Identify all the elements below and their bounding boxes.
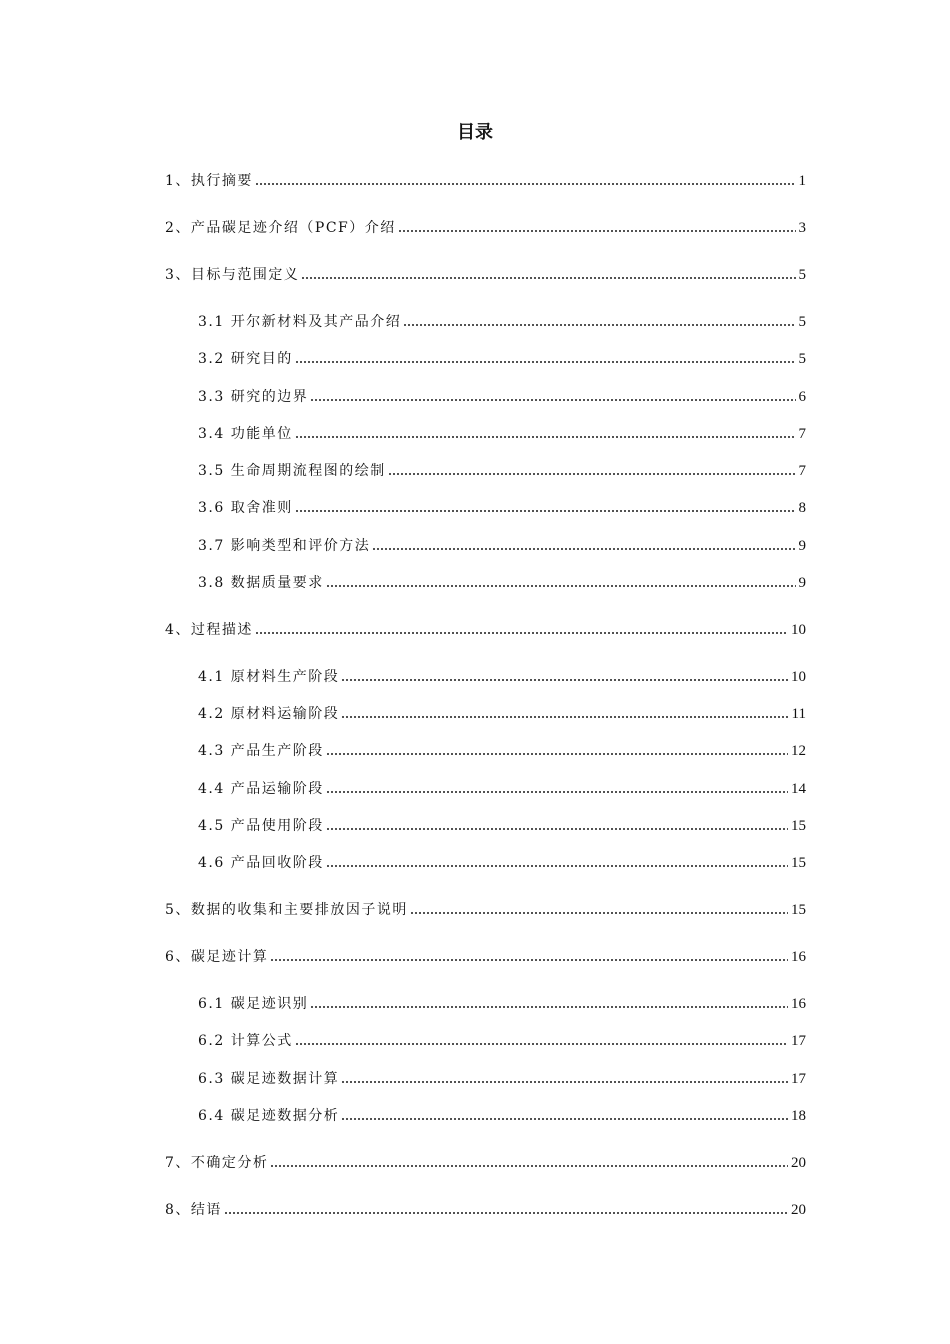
dot-leader <box>326 789 788 794</box>
toc-entry-page: 14 <box>791 781 806 797</box>
toc-entry[interactable] <box>198 703 806 725</box>
toc-entry-page: 9 <box>798 575 806 591</box>
toc-entry-label: 4.5 产品使用阶段 <box>198 818 324 834</box>
dot-leader <box>224 1210 788 1215</box>
toc-entry-page: 18 <box>791 1108 806 1124</box>
dot-leader <box>326 826 788 831</box>
toc-entry-label: 3.3 研究的边界 <box>198 389 309 405</box>
toc-entry[interactable] <box>198 666 806 688</box>
toc-entry-page: 7 <box>798 463 806 479</box>
toc-entry-label: 3.7 影响类型和评价方法 <box>198 538 371 554</box>
toc-entry-label: 4.1 原材料生产阶段 <box>198 669 340 685</box>
toc-entry-page: 12 <box>791 743 806 759</box>
toc-entry[interactable] <box>165 899 806 921</box>
page-title: 目录 <box>457 122 493 143</box>
dot-leader <box>310 1004 788 1009</box>
dot-leader <box>326 751 788 756</box>
toc-entry[interactable] <box>198 815 806 837</box>
toc-entry-page: 6 <box>798 389 806 405</box>
toc-entry[interactable] <box>165 1199 806 1221</box>
toc-entry-page: 16 <box>791 996 806 1012</box>
dot-leader <box>341 1079 788 1084</box>
toc-entry-label: 3.2 研究目的 <box>198 351 293 367</box>
toc-entry-label: 4.4 产品运输阶段 <box>198 781 324 797</box>
toc-entry-label: 3.1 开尔新材料及其产品介绍 <box>198 314 402 330</box>
dot-leader <box>341 1116 788 1121</box>
toc-entry-page: 20 <box>791 1202 806 1218</box>
toc-entry-label: 4.6 产品回收阶段 <box>198 855 324 871</box>
toc-entry[interactable] <box>198 778 806 800</box>
toc-entry-label: 3、目标与范围定义 <box>165 267 300 283</box>
toc-entry-page: 11 <box>791 706 806 722</box>
toc-entry[interactable] <box>198 1030 806 1052</box>
toc-entry[interactable] <box>165 170 806 192</box>
toc-entry-page: 10 <box>791 669 806 685</box>
toc-entry[interactable] <box>198 460 806 482</box>
toc-entry-label: 3.5 生命周期流程图的绘制 <box>198 463 386 479</box>
toc-entry-label: 8、结语 <box>165 1202 222 1218</box>
toc-entry[interactable] <box>198 348 806 370</box>
dot-leader <box>398 228 796 233</box>
toc-entry[interactable] <box>198 386 806 408</box>
dot-leader <box>295 359 796 364</box>
toc-entry[interactable] <box>165 946 806 968</box>
dot-leader <box>326 863 788 868</box>
dot-leader <box>410 910 788 915</box>
toc-entry[interactable] <box>198 1068 806 1090</box>
toc-entry[interactable] <box>198 535 806 557</box>
dot-leader <box>270 957 788 962</box>
toc-entry-page: 5 <box>798 351 806 367</box>
toc-entry-label: 4.3 产品生产阶段 <box>198 743 324 759</box>
toc-entry-page: 16 <box>791 949 806 965</box>
toc-entry[interactable] <box>165 619 806 641</box>
dot-leader <box>295 508 796 513</box>
toc-entry-label: 4.2 原材料运输阶段 <box>198 706 340 722</box>
toc-entry-label: 6.3 碳足迹数据计算 <box>198 1071 340 1087</box>
dot-leader <box>255 630 788 635</box>
toc-entry-page: 17 <box>791 1071 806 1087</box>
toc-entry-label: 3.4 功能单位 <box>198 426 293 442</box>
toc-entry-page: 15 <box>791 818 806 834</box>
toc-entry-label: 3.8 数据质量要求 <box>198 575 324 591</box>
dot-leader <box>295 1041 788 1046</box>
toc-entry-label: 2、产品碳足迹介绍（PCF）介绍 <box>165 220 396 236</box>
dot-leader <box>341 714 788 719</box>
dot-leader <box>341 677 788 682</box>
dot-leader <box>403 322 795 327</box>
toc-entry-label: 4、过程描述 <box>165 622 253 638</box>
toc-entry[interactable] <box>165 217 806 239</box>
toc-entry[interactable] <box>198 572 806 594</box>
toc-entry-label: 3.6 取舍准则 <box>198 500 293 516</box>
toc-entry[interactable] <box>165 1152 806 1174</box>
toc-entry-page: 15 <box>791 902 806 918</box>
toc-entry-page: 5 <box>798 314 806 330</box>
toc-entry-page: 8 <box>798 500 806 516</box>
dot-leader <box>326 583 796 588</box>
toc-entry-label: 6、碳足迹计算 <box>165 949 269 965</box>
toc-entry[interactable] <box>198 497 806 519</box>
dot-leader <box>270 1163 788 1168</box>
toc-entry[interactable] <box>198 993 806 1015</box>
toc-entry-page: 9 <box>798 538 806 554</box>
dot-leader <box>255 181 796 186</box>
toc-entry[interactable] <box>198 740 806 762</box>
toc-entry-label: 6.1 碳足迹识别 <box>198 996 309 1012</box>
toc-entry-page: 15 <box>791 855 806 871</box>
dot-leader <box>372 546 795 551</box>
dot-leader <box>295 434 796 439</box>
toc-entry[interactable] <box>198 1105 806 1127</box>
toc-entry[interactable] <box>165 264 806 286</box>
toc-entry-label: 6.4 碳足迹数据分析 <box>198 1108 340 1124</box>
dot-leader <box>310 397 795 402</box>
toc-entry[interactable] <box>198 423 806 445</box>
toc-entry-page: 20 <box>791 1155 806 1171</box>
toc-entry-page: 7 <box>798 426 806 442</box>
toc-entry-page: 3 <box>798 220 806 236</box>
toc-entry-page: 5 <box>798 267 806 283</box>
toc-entry[interactable] <box>198 311 806 333</box>
toc-entry-page: 1 <box>798 173 806 189</box>
toc-entry-label: 6.2 计算公式 <box>198 1033 293 1049</box>
toc-entry-page: 10 <box>791 622 806 638</box>
dot-leader <box>301 275 795 280</box>
toc-entry[interactable] <box>198 852 806 874</box>
toc-entry-label: 7、不确定分析 <box>165 1155 269 1171</box>
dot-leader <box>388 471 796 476</box>
toc-entry-label: 5、数据的收集和主要排放因子说明 <box>165 902 408 918</box>
toc-entry-page: 17 <box>791 1033 806 1049</box>
toc-entry-label: 1、执行摘要 <box>165 173 253 189</box>
